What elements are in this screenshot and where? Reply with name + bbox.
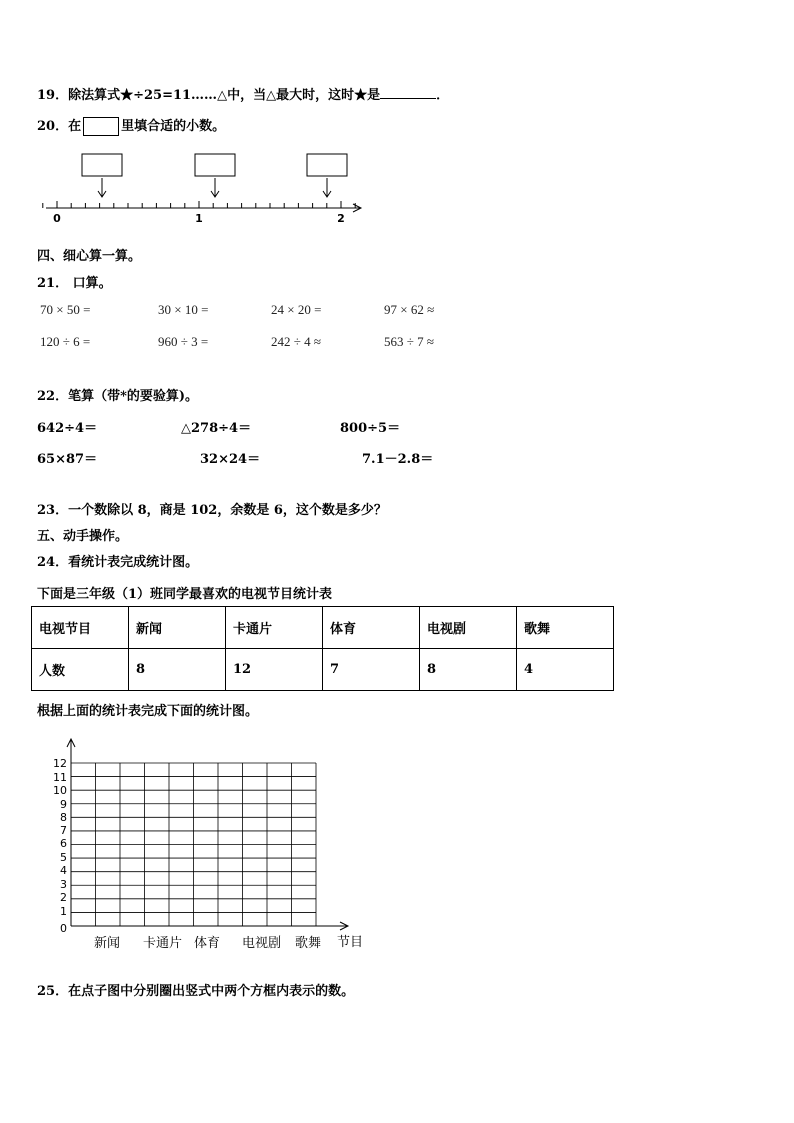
question-20 (37, 115, 225, 136)
tv-program-table (31, 606, 614, 691)
oral-calc-8: 563 ÷ 7 ≈ (384, 334, 435, 349)
oral-calc-4: 97 × 62 ≈ (384, 302, 435, 317)
table-caption: 下面是三年级（1）班同学最喜欢的电视节目统计表 (37, 587, 333, 602)
axis-label-0: 0 (53, 212, 61, 225)
question-25: 25．在点子图中分别圈出竖式中两个方框内表示的数。 (37, 984, 355, 999)
y-tick: 10 (53, 784, 67, 797)
x-label: 新闻 (94, 936, 121, 951)
written-calc-6: 7.1－2.8＝ (362, 452, 434, 467)
y-tick: 1 (60, 905, 67, 918)
table-cell: 电视节目 (32, 607, 129, 649)
table-count-row (32, 649, 614, 691)
chart-axes (67, 739, 348, 930)
q19-text-a: 除法算式★÷25=11…… (68, 88, 218, 103)
section-5-title: 五、动手操作。 (37, 529, 129, 544)
question-22-title: 22．笔算（带*的要验算)。 (37, 389, 199, 404)
q19-number: 19． (37, 88, 69, 103)
axis-label-2: 2 (337, 212, 345, 225)
oral-calc-3: 24 × 20 = (271, 302, 322, 317)
pointer-arrows (98, 178, 331, 197)
table-cell: 4 (517, 649, 614, 691)
y-tick: 6 (60, 837, 67, 850)
table-cell: 12 (226, 649, 323, 691)
y-tick: 9 (60, 798, 67, 811)
x-label: 卡通片 (143, 936, 183, 951)
y-axis-labels (53, 757, 67, 935)
oral-calc-7: 242 ÷ 4 ≈ (271, 334, 322, 349)
written-calc-4: 65×87＝ (37, 452, 98, 467)
oral-calc-6: 960 ÷ 3 = (158, 334, 209, 349)
x-label: 体育 (194, 936, 221, 951)
oral-calc-1: 70 × 50 = (40, 302, 91, 317)
y-tick: 2 (60, 891, 67, 904)
q20-post: 里填合适的小数。 (121, 119, 226, 134)
answer-box-3[interactable] (307, 154, 347, 176)
axis-ticks (43, 201, 355, 208)
q20-pre: 在 (68, 119, 82, 134)
y-tick: 4 (60, 864, 67, 877)
oral-calc-2: 30 × 10 = (158, 302, 209, 317)
question-19 (37, 84, 449, 103)
table-cell: 7 (323, 649, 420, 691)
written-calc-2: △278÷4＝ (181, 421, 252, 436)
written-calc-1: 642÷4＝ (37, 421, 98, 436)
y-tick: 12 (53, 757, 67, 770)
x-axis-labels (94, 934, 363, 951)
q20-number: 20． (37, 119, 69, 134)
table-cell: 歌舞 (517, 607, 614, 649)
answer-box-1[interactable] (82, 154, 122, 176)
answer-box[interactable] (83, 117, 119, 136)
q19-text-b: 中，当 (227, 88, 267, 103)
x-axis-title: 节目 (337, 935, 364, 950)
triangle-symbol: △ (217, 88, 228, 103)
y-tick: 3 (60, 878, 67, 891)
table-cell: 电视剧 (420, 607, 517, 649)
answer-box-2[interactable] (195, 154, 235, 176)
y-tick: 7 (60, 824, 67, 837)
axis-line (46, 204, 361, 212)
question-24-title: 24．看统计表完成统计图。 (37, 555, 199, 570)
y-tick: 11 (53, 771, 67, 784)
q19-text-c: 最大时，这时★是 (276, 88, 381, 103)
oral-calc-5: 120 ÷ 6 = (40, 334, 91, 349)
x-label: 歌舞 (295, 936, 322, 951)
table-cell: 8 (129, 649, 226, 691)
chart-instruction: 根据上面的统计表完成下面的统计图。 (37, 704, 259, 719)
x-label: 电视剧 (242, 936, 282, 951)
section-4-title: 四、细心算一算。 (37, 249, 142, 264)
y-tick: 8 (60, 811, 67, 824)
question-23: 23．一个数除以 8，商是 102，余数是 6，这个数是多少？ (37, 503, 387, 518)
y-tick: 5 (60, 851, 67, 864)
blank-statistics-chart (40, 730, 364, 955)
written-calc-5: 32×24＝ (200, 452, 261, 467)
table-cell: 新闻 (129, 607, 226, 649)
axis-label-1: 1 (195, 212, 203, 225)
table-header-row (32, 607, 614, 649)
table-cell: 卡通片 (226, 607, 323, 649)
number-line (40, 150, 370, 230)
table-cell: 人数 (32, 649, 129, 691)
y-tick: 0 (60, 922, 67, 935)
triangle-symbol: △ (266, 88, 277, 103)
table-cell: 8 (420, 649, 517, 691)
axis-labels (53, 212, 345, 225)
chart-grid[interactable] (71, 763, 316, 926)
written-calc-3: 800÷5＝ (340, 421, 401, 436)
table-cell: 体育 (323, 607, 420, 649)
q19-end: ． (436, 88, 450, 103)
answer-boxes (82, 154, 347, 176)
question-21-title: 21． 口算。 (37, 276, 112, 291)
answer-blank[interactable] (380, 86, 436, 99)
